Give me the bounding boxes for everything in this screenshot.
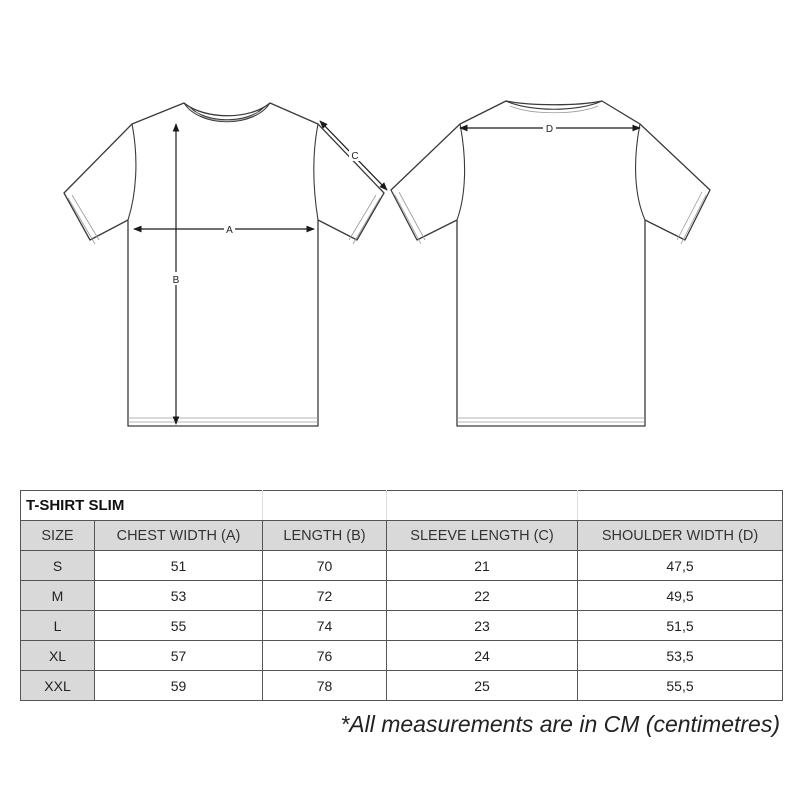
length-cell: 74: [263, 611, 387, 641]
measure-label-b: B: [172, 275, 180, 286]
measure-label-d: D: [545, 124, 554, 135]
shoulder-width-cell: 49,5: [578, 581, 783, 611]
shoulder-width-cell: 47,5: [578, 551, 783, 581]
size-cell: M: [21, 581, 95, 611]
table-row: [21, 671, 783, 701]
table-header-row: [21, 521, 783, 551]
t-shirt-front-view: [64, 103, 384, 426]
measurement-unit-footnote: *All measurements are in CM (centimetres): [340, 711, 780, 737]
size-cell: XL: [21, 641, 95, 671]
shoulder-width-cell: 51,5: [578, 611, 783, 641]
shoulder-width-cell: 53,5: [578, 641, 783, 671]
chest-width-cell: 55: [95, 611, 263, 641]
size-cell: L: [21, 611, 95, 641]
header-size: SIZE: [21, 521, 95, 551]
sleeve-length-cell: 22: [387, 581, 578, 611]
sleeve-length-cell: 24: [387, 641, 578, 671]
table-row: [21, 611, 783, 641]
chest-width-cell: 59: [95, 671, 263, 701]
header-length: LENGTH (B): [263, 521, 387, 551]
size-cell: S: [21, 551, 95, 581]
length-cell: 70: [263, 551, 387, 581]
sleeve-length-cell: 25: [387, 671, 578, 701]
table-row: [21, 581, 783, 611]
table-row: [21, 551, 783, 581]
measure-label-a: A: [226, 225, 233, 236]
length-cell: 76: [263, 641, 387, 671]
shoulder-width-cell: 55,5: [578, 671, 783, 701]
sleeve-length-cell: 23: [387, 611, 578, 641]
table-title-row: [21, 491, 783, 521]
length-cell: 78: [263, 671, 387, 701]
chest-width-cell: 51: [95, 551, 263, 581]
table-title: T-SHIRT SLIM: [21, 491, 263, 521]
header-chest-width: CHEST WIDTH (A): [95, 521, 263, 551]
chest-width-cell: 53: [95, 581, 263, 611]
chest-width-cell: 57: [95, 641, 263, 671]
header-sleeve-length: SLEEVE LENGTH (C): [387, 521, 578, 551]
measure-label-c: C: [351, 151, 359, 162]
header-shoulder-width: SHOULDER WIDTH (D): [578, 521, 783, 551]
size-chart-table: [20, 490, 783, 701]
size-cell: XXL: [21, 671, 95, 701]
table-row: [21, 641, 783, 671]
t-shirt-back-view: [391, 101, 710, 426]
sleeve-length-cell: 21: [387, 551, 578, 581]
length-cell: 72: [263, 581, 387, 611]
